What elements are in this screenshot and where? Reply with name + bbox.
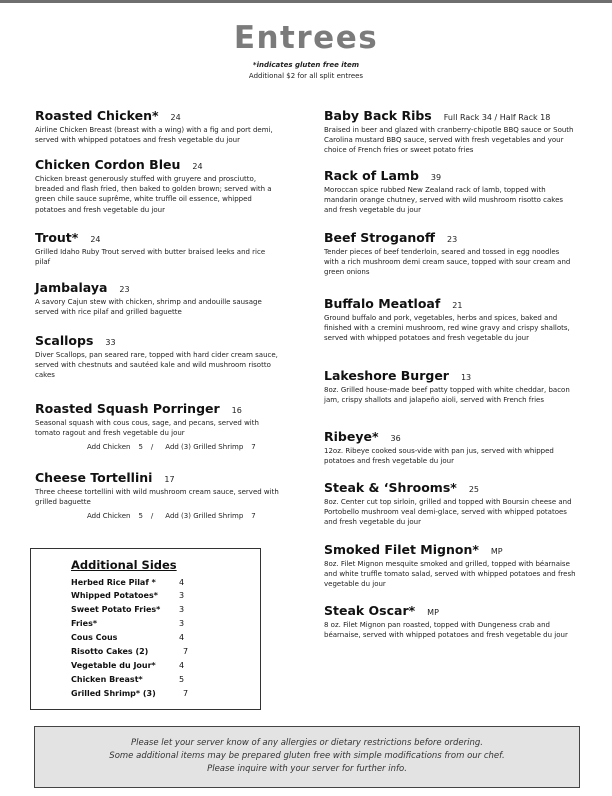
menu-item-rack-of-lamb [324,168,576,216]
item-price: 36 [390,434,401,443]
item-name: Lakeshore Burger [324,368,449,383]
gluten-free-note: *indicates gluten free item [252,61,360,69]
side-price: 3 [179,619,185,628]
side-item: Chicken Breast* [71,675,143,684]
side-price: 7 [183,647,189,656]
item-description: A savory Cajun stew with chicken, shrimp and andouille sausage served with rice pilaf and grilled baguette [35,298,262,317]
menu-item-chicken-cordon-bleu [35,157,280,215]
item-description: Braised in beer and glazed with cranberry-chipotle BBQ sauce or South Carolina mustard BBQ sauce, served with fresh vegetables and your choice of French fries or sweet potato fries [324,126,574,155]
item-name: Chicken Cordon Bleu [35,157,181,172]
sides-title: Additional Sides [71,558,177,572]
item-price: 17 [164,475,175,484]
add-shrimp-price: 7 [251,512,256,521]
add-chicken-label: Add Chicken [87,443,131,452]
menu-item-cheese-tortellini [35,470,280,520]
item-price: 13 [460,373,472,382]
menu-item-roasted-squash-porringer [35,401,280,451]
item-name: Trout* [35,230,79,245]
add-shrimp-label: Add (3) Grilled Shrimp [165,443,244,452]
item-price: 23 [447,235,458,244]
side-item: Herbed Rice Pilaf * [71,578,156,587]
menu-item-scallops [35,333,280,381]
item-price: MP [427,608,439,617]
item-description: 8oz. Grilled house-made beef patty topped with white cheddar, bacon jam, crispy shallots and jalapeño aioli, served with French fries [324,386,570,405]
add-shrimp-price: 7 [251,443,256,452]
add-on-options: Add Chicken 5 / Add (3) Grilled Shrimp 7 [87,443,256,452]
item-name: Cheese Tortellini [35,470,153,485]
item-price: MP [490,547,503,556]
side-price: 4 [179,661,185,670]
item-price: 23 [119,285,130,294]
item-price: 24 [90,235,101,244]
item-name: Smoked Filet Mignon* [324,542,479,557]
item-description: 8oz. Center cut top sirloin, grilled and topped with Boursin cheese and Portobello mushroom veal demi-glace, served with whipped potatoes and fresh vegetable du jour [324,498,572,527]
side-item: Whipped Potatoes* [71,591,158,600]
item-price: 24 [192,162,203,171]
item-price: 21 [452,301,463,310]
side-price: 5 [179,675,185,684]
side-price: 4 [179,578,185,587]
item-name: Steak & ‘Shrooms* [324,480,457,495]
item-description: Airline Chicken Breast (breast with a wing) with a fig and port demi, served with whipped potatoes and fresh vegetable du jour [35,126,273,145]
item-price: 25 [468,485,479,494]
item-price: 39 [430,173,442,182]
add-shrimp-label: Add (3) Grilled Shrimp [165,512,244,521]
item-description: Moroccan spice rubbed New Zealand rack of lamb, topped with mandarin orange chutney, served with wild mushroom risotto cakes and fresh vegetable du jour [324,186,564,215]
menu-item-ribeye [324,429,576,466]
add-chicken-label: Add Chicken [87,512,131,521]
item-name: Rack of Lamb [324,168,419,183]
menu-item-jambalaya [35,280,280,317]
side-item: Vegetable du Jour* [71,661,156,670]
item-price: 16 [231,406,242,415]
menu-item-beef-stroganoff [324,230,576,278]
side-item: Sweet Potato Fries* [71,605,161,614]
add-on-options: Add Chicken 5 / Add (3) Grilled Shrimp 7 [87,512,256,521]
side-price: 4 [179,633,185,642]
menu-item-smoked-filet-mignon [324,542,576,590]
item-description: Tender pieces of beef tenderloin, seared and tossed in egg noodles with a rich mushroom demi cream sauce, topped with sour cream and green onions [324,248,571,277]
item-name: Baby Back Ribs [324,108,432,123]
side-price: 7 [183,689,189,698]
page-title: Entrees [233,20,379,56]
add-chicken-price: 5 [138,443,143,452]
item-price: 33 [105,338,116,347]
item-description: Seasonal squash with cous cous, sage, and pecans, served with tomato ragout and fresh vegetable du jour [35,419,259,438]
item-description: Diver Scallops, pan seared rare, topped with hard cider cream sauce, served with chestnuts and sautéed kale and wild mushroom risotto cakes [35,351,278,380]
top-rule [0,0,612,3]
item-price: 24 [170,113,181,122]
item-name: Scallops [35,333,94,348]
add-chicken-price: 5 [138,512,143,521]
item-description: Three cheese tortellini with wild mushroom cream sauce, served with grilled baguette [35,488,279,507]
split-charge-note: Additional $2 for all split entrees [248,72,364,80]
notice-line-2: Some additional items may be prepared gluten free with simple modifications from our chef. [109,751,505,761]
item-name: Beef Stroganoff [324,230,435,245]
item-name: Ribeye* [324,429,379,444]
item-name: Steak Oscar* [324,603,416,618]
notice-line-1: Please let your server know of any allergies or dietary restrictions before ordering. [131,738,483,748]
item-description: Chicken breast generously stuffed with gruyere and prosciutto, breaded and flash fried, then baked to golden brown; served with a green chile sauce suprême, white truffle oil essence, whipped potatoes and fresh vegetable du jour [35,175,272,214]
item-description: Grilled Idaho Ruby Trout served with butter braised leeks and rice pilaf [35,248,266,267]
item-name: Jambalaya [35,280,108,295]
side-price: 3 [179,591,185,600]
side-price: 3 [179,605,185,614]
side-item: Grilled Shrimp* (3) [71,689,156,698]
menu-item-buffalo-meatloaf [324,296,576,344]
menu-item-lakeshore-burger [324,368,576,405]
menu-item-baby-back-ribs [324,108,576,156]
side-item: Cous Cous [71,633,118,642]
item-name: Roasted Chicken* [35,108,159,123]
menu-item-roasted-chicken [35,108,280,145]
item-description: Ground buffalo and pork, vegetables, herbs and spices, baked and finished with a cremini mushroom, red wine gravy and crispy shallots, served with whipped potatoes and fresh vegetable du jour [324,314,570,343]
side-item: Risotto Cakes (2) [71,647,149,656]
allergy-notice [34,726,580,788]
menu-item-trout [35,230,280,267]
menu-item-steak-and-shrooms [324,480,576,528]
item-description: 8 oz. Filet Mignon pan roasted, topped with Dungeness crab and béarnaise, served with whipped potatoes and fresh vegetable du jour [324,621,568,640]
item-name: Buffalo Meatloaf [324,296,441,311]
item-description: 12oz. Ribeye cooked sous-vide with pan jus, served with whipped potatoes and fresh vegetable du jour [324,447,554,466]
additional-sides-box [30,548,261,710]
side-item: Fries* [71,619,98,628]
item-description: 8oz. Filet Mignon mesquite smoked and grilled, topped with béarnaise and white truffle tomato salad, served with whipped potatoes and fresh vegetable du jour [324,560,576,589]
item-name: Roasted Squash Porringer [35,401,220,416]
menu-item-steak-oscar [324,603,576,640]
notice-line-3: Please inquire with your server for further info. [207,764,407,774]
item-price: Full Rack 34 / Half Rack 18 [443,113,551,122]
